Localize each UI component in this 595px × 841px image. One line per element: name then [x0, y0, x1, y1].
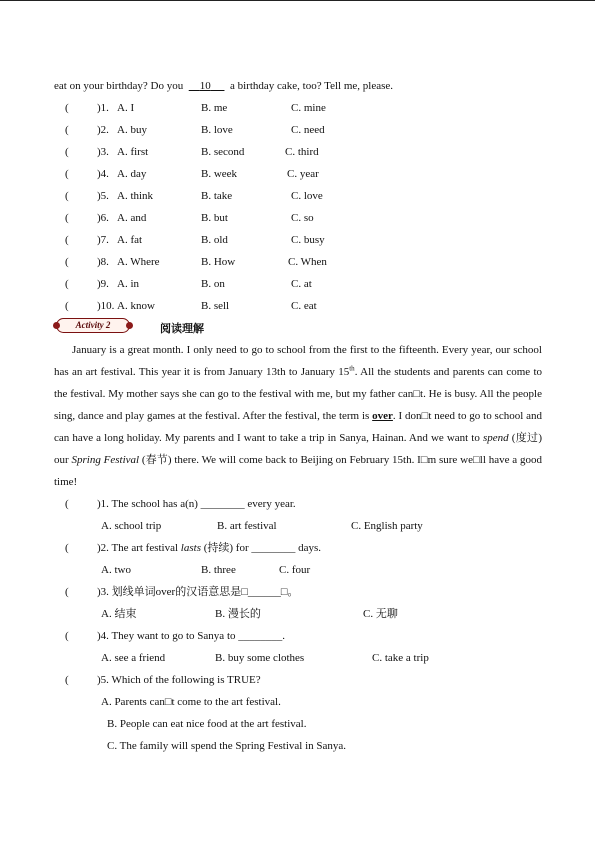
option-c: C. need: [291, 124, 325, 136]
option-a: A. day: [117, 168, 147, 180]
option-a: A. first: [117, 146, 149, 158]
question-stem: )1. The school has a(n) ________ every year.: [97, 498, 296, 510]
option-b: B. sell: [201, 300, 230, 312]
option-b: B. on: [201, 278, 225, 290]
option-b: B. three: [201, 564, 236, 576]
item-number: )2.: [97, 124, 109, 136]
option-c: C. English party: [351, 520, 423, 532]
passage-part-4: (度过) our: [54, 432, 543, 466]
question-stem: )4. They want to go to Sanya to ________.: [97, 630, 285, 642]
item-number: )10.: [97, 300, 115, 312]
answer-paren[interactable]: (: [65, 212, 69, 224]
option-b: B. art festival: [217, 520, 277, 532]
option-c: C. mine: [291, 102, 326, 114]
answer-paren[interactable]: (: [65, 256, 69, 268]
underlined-word-over: over: [372, 410, 393, 422]
option-a: A. think: [117, 190, 154, 202]
top-rule: [0, 0, 595, 1]
passage-part-5: (春节) there. We will come back to Beijing on February 15th. I□m sure we□ll have a good time!: [54, 454, 542, 488]
passage-part-2: . All the students and parents can come to the festival. My mother says she can go to the festival with me, but my father can□t. He is busy. All the people sing, dance and play games at the festival. After the festival, the term is: [54, 366, 543, 422]
option-a: A. buy: [117, 124, 147, 136]
option-b: B. but: [201, 212, 228, 224]
option-a: A. in: [117, 278, 139, 290]
option-b: B. me: [201, 102, 228, 114]
section-title: 阅读理解: [160, 322, 204, 335]
answer-paren[interactable]: (: [65, 630, 69, 642]
option-b: B. love: [201, 124, 233, 136]
option-a: A. Parents can□t come to the art festival.: [101, 696, 281, 708]
option-c: C. busy: [291, 234, 325, 246]
cloze-text-before: eat on your birthday? Do you: [54, 80, 184, 92]
option-b: B. second: [201, 146, 245, 158]
italic-word-lasts: lasts: [180, 542, 201, 554]
option-b: B. 漫长的: [215, 608, 261, 620]
option-a: A. school trip: [101, 520, 162, 532]
option-b: B. buy some clothes: [215, 652, 305, 664]
answer-paren[interactable]: (: [65, 278, 69, 290]
item-number: )4.: [97, 168, 109, 180]
option-a: A. fat: [117, 234, 143, 246]
item-number: )6.: [97, 212, 109, 224]
item-number: )3.: [97, 146, 109, 158]
option-a: A. see a friend: [101, 652, 166, 664]
answer-paren[interactable]: (: [65, 498, 69, 510]
answer-paren[interactable]: (: [65, 234, 69, 246]
option-a: A. two: [101, 564, 131, 576]
cloze-blank-10: 10: [199, 80, 211, 92]
question-stem: )5. Which of the following is TRUE?: [97, 674, 261, 686]
reading-passage: [54, 339, 542, 493]
passage-part-1: January is a great month. I only need to go to school from the first to the fifteenth. Every year, our school has an art festival. This year it is from January 13th to January 15: [54, 344, 542, 378]
option-c: C. year: [287, 168, 319, 180]
item-number: )1.: [97, 102, 109, 114]
answer-paren[interactable]: (: [65, 168, 69, 180]
option-c: C. When: [288, 256, 327, 268]
option-c: C. eat: [291, 300, 317, 312]
item-number: )8.: [97, 256, 109, 268]
answer-paren[interactable]: (: [65, 102, 69, 114]
answer-paren[interactable]: (: [65, 146, 69, 158]
item-number: )9.: [97, 278, 109, 290]
option-a: A. and: [117, 212, 147, 224]
option-b: B. How: [201, 256, 236, 268]
option-c: C. love: [291, 190, 323, 202]
item-number: )5.: [97, 190, 109, 202]
answer-paren[interactable]: (: [65, 586, 69, 598]
passage-superscript: th: [349, 364, 355, 373]
item-number: )7.: [97, 234, 109, 246]
option-c: C. so: [291, 212, 314, 224]
cloze-text-after: a birthday cake, too? Tell me, please.: [229, 80, 394, 92]
answer-paren[interactable]: (: [65, 190, 69, 202]
option-a: A. I: [117, 102, 135, 114]
option-c: C. take a trip: [372, 652, 429, 664]
option-c: C. third: [285, 146, 319, 158]
answer-paren[interactable]: (: [65, 124, 69, 136]
option-b: B. old: [201, 234, 228, 246]
activity-badge: Activity 2: [56, 318, 130, 333]
option-c: C. four: [279, 564, 311, 576]
option-b: B. take: [201, 190, 233, 202]
option-a: A. know: [117, 300, 155, 312]
option-a: A. Where: [117, 256, 160, 268]
question-stem: )2. The art festival lasts (持续) for ________ days.: [97, 542, 322, 554]
option-b: B. week: [201, 168, 238, 180]
answer-paren[interactable]: (: [65, 542, 69, 554]
question-stem: )3. 划线单词over的汉语意思是□______□。: [97, 586, 299, 598]
passage-part-3: . I don□t need to go to school and can have a long holiday. My parents and I want to take a trip in Sanya, Hainan. And we want to: [54, 410, 543, 444]
option-c: C. The family will spend the Spring Festival in Sanya.: [107, 740, 347, 752]
option-b: B. People can eat nice food at the art festival.: [107, 718, 307, 730]
option-c: C. 无聊: [363, 608, 398, 620]
italic-spring-festival: Spring Festival: [71, 454, 140, 466]
italic-word-spend: spend: [482, 432, 509, 444]
option-a: A. 结束: [101, 608, 137, 620]
answer-paren[interactable]: (: [65, 300, 69, 312]
cloze-line: [54, 79, 393, 93]
answer-paren[interactable]: (: [65, 674, 69, 686]
option-c: C. at: [291, 278, 312, 290]
